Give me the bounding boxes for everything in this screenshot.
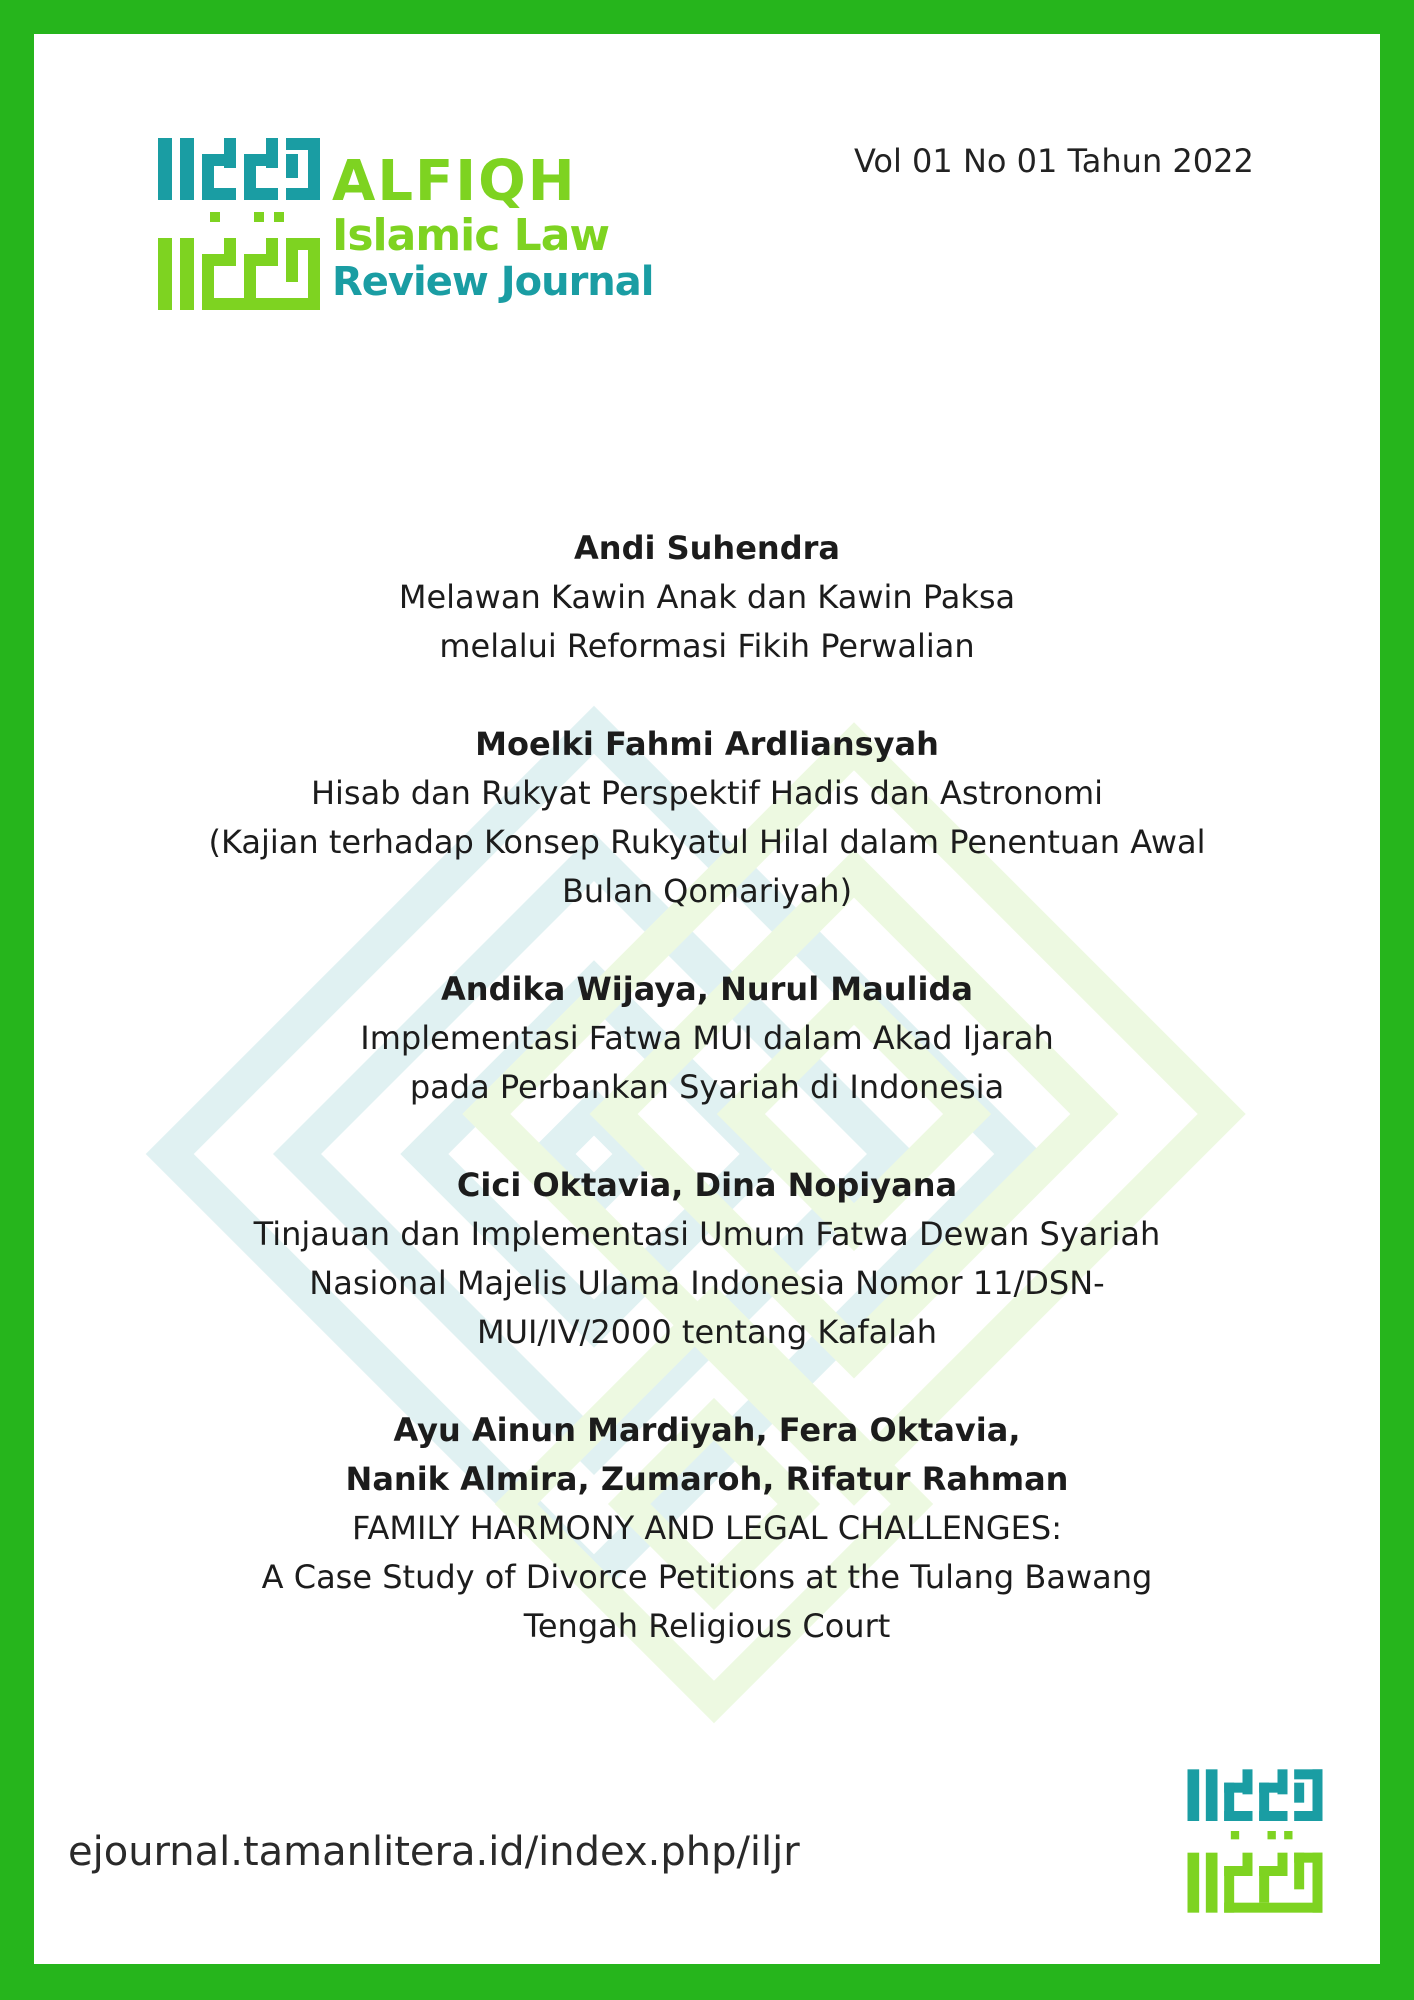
article-entry [34, 1161, 1380, 1357]
article-title-line: FAMILY HARMONY AND LEGAL CHALLENGES: [352, 1509, 1062, 1547]
issue-label: Vol 01 No 01 Tahun 2022 [854, 142, 1254, 180]
journal-url-link[interactable]: ejournal.tamanlitera.id/index.php/iljr [68, 1829, 800, 1875]
article-title-line: melalui Reformasi Fikih Perwalian [439, 627, 975, 665]
logo-subtitle-2: Review Journal [332, 259, 654, 305]
article-title-line: Nasional Majelis Ulama Indonesia Nomor 11/DSN- [309, 1264, 1105, 1302]
article-authors: Andi Suhendra [574, 529, 840, 567]
article-entry [34, 720, 1380, 916]
article-title-line: MUI/IV/2000 tentang Kafalah [476, 1313, 938, 1351]
article-entry [34, 1406, 1380, 1651]
article-title-line: (Kajian terhadap Konsep Rukyatul Hilal dalam Penentuan Awal [208, 823, 1206, 861]
article-authors: Ayu Ainun Mardiyah, Fera Oktavia, [393, 1411, 1021, 1449]
article-authors: Moelki Fahmi Ardliansyah [475, 725, 939, 763]
cover-page [34, 34, 1380, 1964]
article-title-line: Hisab dan Rukyat Perspektif Hadis dan Astronomi [310, 774, 1104, 812]
article-title-line: Tengah Religious Court [523, 1607, 891, 1645]
article-title-line: Bulan Qomariyah) [561, 872, 853, 910]
article-entry [34, 965, 1380, 1112]
article-title-line: A Case Study of Divorce Petitions at the Tulang Bawang [261, 1558, 1153, 1596]
kufic-logo-icon [154, 134, 324, 314]
article-authors: Andika Wijaya, Nurul Maulida [441, 970, 973, 1008]
kufic-small-logo-icon [1182, 1766, 1328, 1916]
article-title-line: Implementasi Fatwa MUI dalam Akad Ijarah [360, 1019, 1054, 1057]
journal-logo [154, 134, 714, 314]
article-title-line: Melawan Kawin Anak dan Kawin Paksa [398, 578, 1016, 616]
article-title-line: pada Perbankan Syariah di Indonesia [409, 1068, 1005, 1106]
logo-wordmark [332, 149, 712, 305]
logo-subtitle: Islamic Law [332, 210, 610, 261]
article-authors: Cici Oktavia, Dina Nopiyana [456, 1166, 958, 1204]
article-authors: Nanik Almira, Zumaroh, Rifatur Rahman [345, 1460, 1069, 1498]
article-title-line: Tinjauan dan Implementasi Umum Fatwa Dewan Syariah [253, 1215, 1161, 1253]
article-entry [34, 524, 1380, 671]
table-of-contents [34, 524, 1380, 1700]
logo-title: ALFIQH [332, 149, 577, 214]
